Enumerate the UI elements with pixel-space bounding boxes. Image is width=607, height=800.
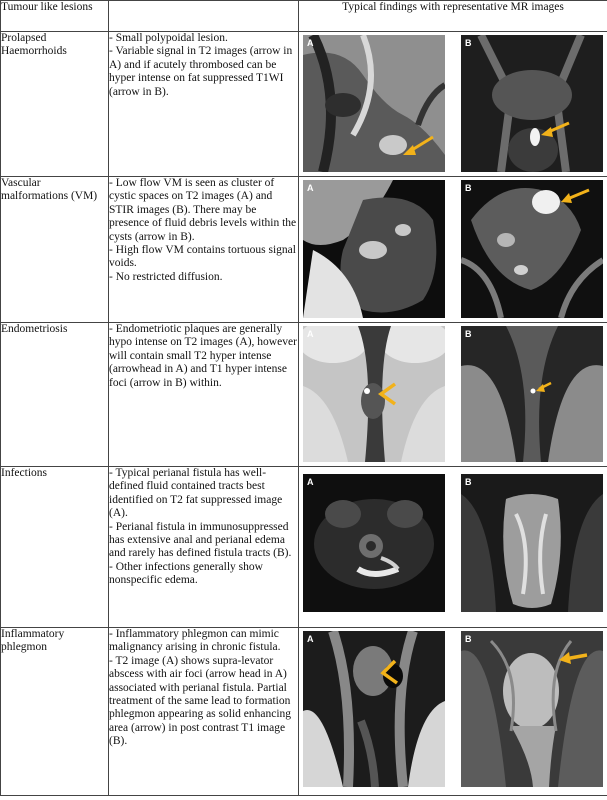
header-empty — [109, 1, 299, 32]
lesion-name: Vascular malformations (VM) — [1, 177, 109, 323]
lesion-name: Infections — [1, 467, 109, 628]
finding-line: - High flow VM contains tortuous signal voids. — [109, 244, 296, 270]
table-row — [1, 628, 607, 796]
image-label: A — [307, 329, 314, 339]
finding-line: - Low flow VM is seen as cluster of cystic spaces on T2 images (A) and STIR images (B). There may be presence of fluid debris levels within the cysts (arrow in B). — [109, 177, 297, 243]
mri-image — [461, 180, 603, 318]
header-lesion: Tumour like lesions — [1, 1, 109, 32]
image-label: A — [307, 477, 314, 487]
image-cell — [299, 177, 607, 323]
mri-image — [303, 474, 445, 612]
finding-line: - No restricted diffusion. — [109, 270, 223, 283]
mri-image — [461, 474, 603, 612]
arrow-icon — [461, 326, 603, 462]
mri-image — [303, 180, 445, 318]
header-row — [1, 1, 607, 32]
mri-image — [461, 35, 603, 172]
image-label: A — [307, 634, 314, 644]
image-label: A — [307, 183, 314, 193]
header-findings: Typical findings with representative MR images — [299, 1, 607, 32]
finding-line: - Variable signal in T2 images (arrow in A) and if acutely thrombosed can be hyper intense on fat suppressed T1WI (arrow in B). — [109, 45, 293, 98]
finding-line: - Small polypoidal lesion. — [109, 32, 228, 44]
mri-image — [461, 631, 603, 787]
image-label: B — [465, 634, 472, 644]
finding-line: - Endometriotic plaques are generally hypo intense on T2 images (A), however will contain small T2 hyper intense (arrowhead in A) and T1 hyper intense foci (arrow in B) within. — [109, 323, 297, 389]
image-cell — [299, 32, 607, 177]
mri-image — [303, 631, 445, 787]
findings-text — [109, 467, 299, 628]
image-cell — [299, 467, 607, 628]
finding-line: - T2 image (A) shows supra-levator abscess with air foci (arrow head in A) associated with perianal fistula. Partial treatment of the same lead to formation phlegmon appearing as solid enhancing area (arrow) in post contrast T1 image (B). — [109, 654, 292, 748]
image-cell — [299, 323, 607, 467]
finding-line: - Other infections generally show nonspecific edema. — [109, 560, 263, 587]
mri-image — [303, 35, 445, 172]
lesion-name: Inflammatory phlegmon — [1, 628, 109, 796]
table-row — [1, 32, 607, 177]
image-label: B — [465, 477, 472, 487]
mri-image — [303, 326, 445, 462]
image-cell — [299, 628, 607, 796]
table-row — [1, 467, 607, 628]
table-row — [1, 177, 607, 323]
arrow-icon — [461, 631, 603, 787]
lesion-name: Endometriosis — [1, 323, 109, 467]
lesion-name: Prolapsed Haemorrhoids — [1, 32, 109, 177]
findings-text — [109, 32, 299, 177]
image-label: B — [465, 329, 472, 339]
arrow-icon — [461, 180, 603, 318]
arrowhead-icon — [303, 326, 445, 462]
findings-text — [109, 628, 299, 796]
finding-line: - Typical perianal fistula has well-defined fluid contained tracts best identified on T2 fat suppressed image (A). — [109, 467, 283, 520]
image-label: B — [465, 38, 472, 48]
arrow-icon — [303, 35, 445, 172]
image-label: B — [465, 183, 472, 193]
image-label: A — [307, 38, 314, 48]
arrowhead-icon — [303, 631, 445, 787]
findings-text — [109, 177, 299, 323]
findings-text — [109, 323, 299, 467]
mri-image — [461, 326, 603, 462]
arrow-icon — [461, 35, 603, 172]
table-row — [1, 323, 607, 467]
finding-line: - Perianal fistula in immunosuppressed has extensive anal and perianal edema and rarely has defined fistula tracts (B). — [109, 520, 292, 560]
finding-line: - Inflammatory phlegmon can mimic malignancy arising in chronic fistula. — [109, 628, 281, 654]
